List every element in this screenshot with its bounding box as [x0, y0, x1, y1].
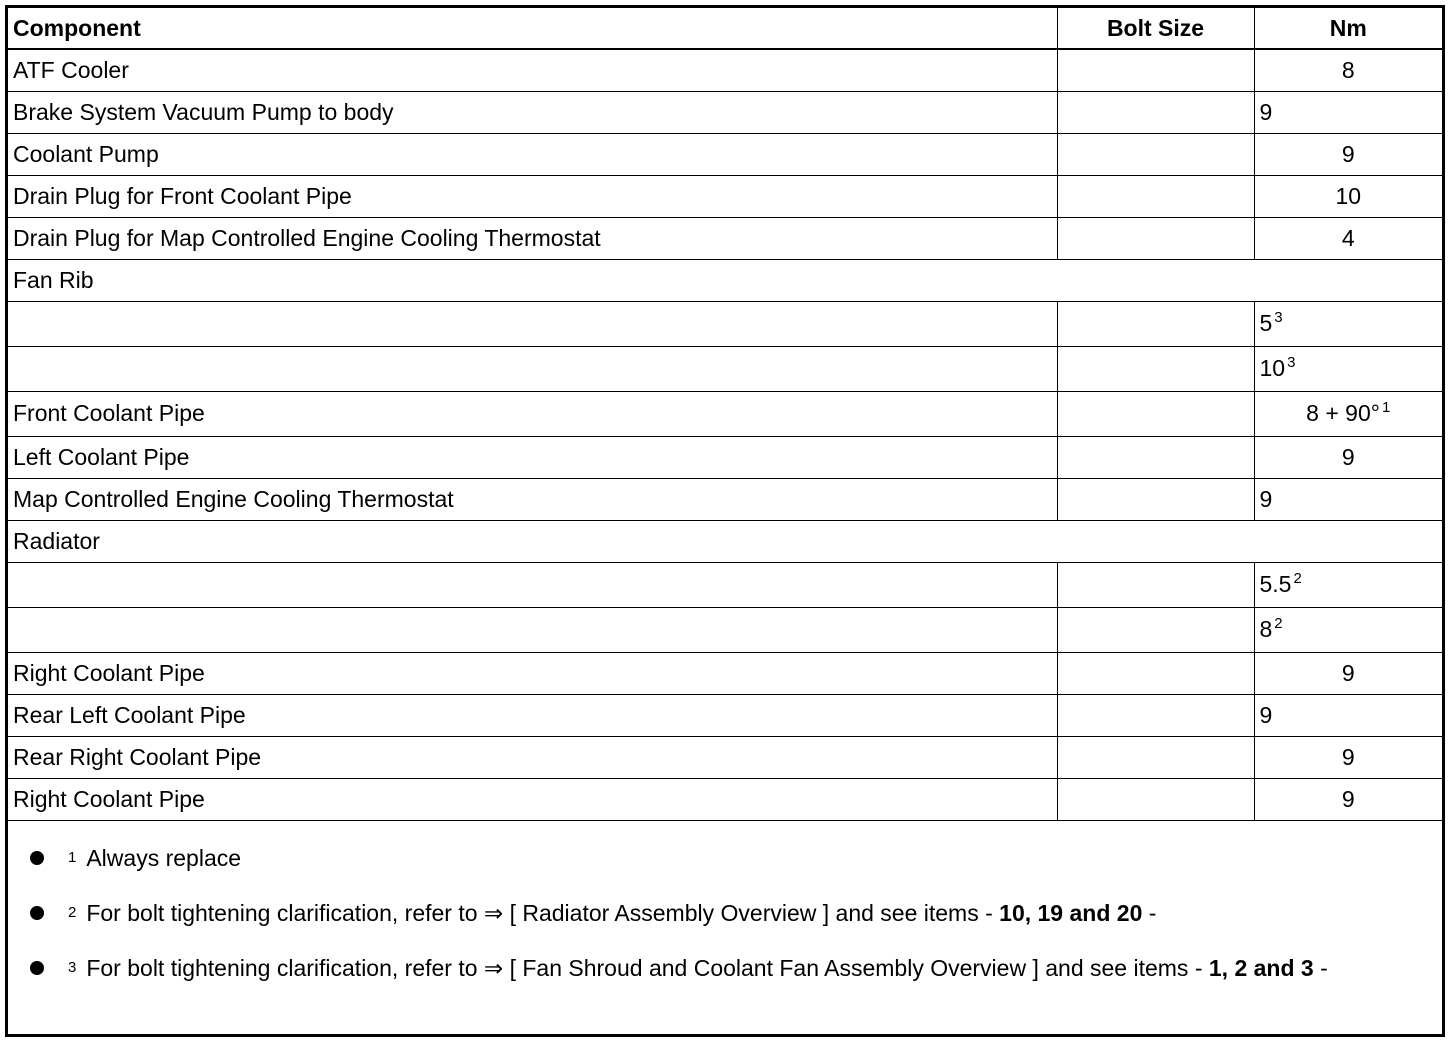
footnote-text: [86, 955, 1327, 982]
component-cell: Rear Left Coolant Pipe: [8, 694, 1057, 736]
nm-cell: [1254, 91, 1442, 133]
nm-cell: [1254, 607, 1442, 652]
component-cell: Drain Plug for Map Controlled Engine Cooling Thermostat: [8, 217, 1057, 259]
component-cell: Drain Plug for Front Coolant Pipe: [8, 175, 1057, 217]
component-cell: [8, 301, 1057, 346]
component-cell: Coolant Pump: [8, 133, 1057, 175]
bolt-size-cell: [1057, 652, 1254, 694]
nm-value: 5: [1259, 310, 1273, 336]
group-row-radiator: [8, 520, 1442, 562]
bullet-icon: [30, 851, 44, 865]
nm-value: 9: [1341, 659, 1355, 686]
footnotes: [8, 821, 1442, 996]
bullet-icon: [30, 961, 44, 975]
footnote-tail: -: [1142, 899, 1157, 926]
nm-cell: [1254, 346, 1442, 391]
bolt-size-cell: [1057, 607, 1254, 652]
nm-value: 9: [1341, 443, 1355, 470]
footnote-body: For bolt tightening clarification, refer to ⇒ [ Radiator Assembly Overview ] and see items -: [86, 899, 1000, 926]
component-cell: Left Coolant Pipe: [8, 436, 1057, 478]
nm-value: 8: [1341, 56, 1355, 83]
table-row: [8, 91, 1442, 133]
table-row: [8, 478, 1442, 520]
group-row-fan-rib: [8, 259, 1442, 301]
footnote-3: 3 For bolt tightening clarification, refer to ⇒ [ Fan Shroud and Coolant Fan Assembly Overview ] and see items - 1, 2 and 3 -: [30, 941, 1442, 996]
nm-cell: [1254, 736, 1442, 778]
nm-cell: [1254, 175, 1442, 217]
component-cell: Map Controlled Engine Cooling Thermostat: [8, 478, 1057, 520]
table-row: [8, 694, 1442, 736]
table-row: [8, 562, 1442, 607]
nm-value: 9: [1341, 785, 1355, 812]
nm-value: 8: [1259, 616, 1273, 642]
bolt-size-cell: [1057, 436, 1254, 478]
column-header-bolt-size: Bolt Size: [1057, 8, 1254, 49]
bolt-size-cell: [1057, 778, 1254, 820]
footnote-ref: 2: [1274, 615, 1283, 632]
table-row: [8, 49, 1442, 91]
component-cell: Right Coolant Pipe: [8, 778, 1057, 820]
footnote-items: 1, 2 and 3: [1208, 954, 1314, 981]
footnote-text: Always replace: [86, 844, 242, 871]
nm-cell: [1254, 436, 1442, 478]
nm-value: 9: [1341, 140, 1355, 167]
nm-cell: [1254, 652, 1442, 694]
torque-spec-document: [5, 5, 1445, 1037]
bolt-size-cell: [1057, 49, 1254, 91]
nm-value: 9: [1259, 98, 1273, 125]
nm-cell: [1254, 133, 1442, 175]
nm-value: 10: [1259, 355, 1286, 381]
footnote-text: [86, 900, 1156, 927]
footnote-1: 1 Always replace: [30, 831, 1442, 886]
bolt-size-cell: [1057, 346, 1254, 391]
bolt-size-cell: [1057, 391, 1254, 436]
nm-cell: [1254, 778, 1442, 820]
footnote-2: 2 For bolt tightening clarification, refer to ⇒ [ Radiator Assembly Overview ] and see items - 10, 19 and 20 -: [30, 886, 1442, 941]
nm-cell: [1254, 49, 1442, 91]
nm-cell: [1254, 301, 1442, 346]
footnote-body: For bolt tightening clarification, refer to ⇒ [ Fan Shroud and Coolant Fan Assembly Overview ] and see items -: [86, 954, 1209, 981]
table-row: [8, 346, 1442, 391]
column-header-component: Component: [8, 8, 1057, 49]
component-cell: ATF Cooler: [8, 49, 1057, 91]
nm-value: 9: [1259, 485, 1273, 512]
nm-value: 5.5: [1259, 571, 1292, 597]
nm-value: 9: [1259, 701, 1273, 728]
header-row: [8, 8, 1442, 49]
bolt-size-cell: [1057, 175, 1254, 217]
table-row: [8, 436, 1442, 478]
nm-cell: [1254, 478, 1442, 520]
footnote-ref: 3: [1287, 354, 1296, 371]
bolt-size-cell: [1057, 133, 1254, 175]
nm-cell: [1254, 562, 1442, 607]
table-row: [8, 301, 1442, 346]
table-row: [8, 652, 1442, 694]
nm-value: 8 + 90°: [1306, 400, 1380, 426]
bolt-size-cell: [1057, 217, 1254, 259]
component-cell: Rear Right Coolant Pipe: [8, 736, 1057, 778]
component-cell: Front Coolant Pipe: [8, 391, 1057, 436]
component-cell: Brake System Vacuum Pump to body: [8, 91, 1057, 133]
table-row: [8, 778, 1442, 820]
nm-cell: [1254, 391, 1442, 436]
table-row: [8, 736, 1442, 778]
footnote-tail: -: [1313, 954, 1328, 981]
table-row: [8, 133, 1442, 175]
footnote-ref: 2: [1293, 570, 1302, 587]
bolt-size-cell: [1057, 91, 1254, 133]
torque-table: [8, 8, 1442, 821]
table-row: [8, 391, 1442, 436]
group-label: Fan Rib: [8, 259, 1442, 301]
column-header-nm: Nm: [1254, 8, 1442, 49]
nm-value: 10: [1335, 182, 1362, 209]
component-cell: [8, 346, 1057, 391]
component-cell: [8, 607, 1057, 652]
bullet-icon: [30, 906, 44, 920]
component-cell: [8, 562, 1057, 607]
bolt-size-cell: [1057, 562, 1254, 607]
footnote-items: 10, 19 and 20: [999, 899, 1143, 926]
table-row: [8, 217, 1442, 259]
bolt-size-cell: [1057, 694, 1254, 736]
nm-cell: [1254, 217, 1442, 259]
component-cell: Right Coolant Pipe: [8, 652, 1057, 694]
table-row: [8, 175, 1442, 217]
table-row: [8, 607, 1442, 652]
nm-value: 4: [1341, 224, 1355, 251]
bolt-size-cell: [1057, 736, 1254, 778]
nm-cell: [1254, 694, 1442, 736]
bolt-size-cell: [1057, 301, 1254, 346]
footnote-ref: 1: [1381, 399, 1391, 416]
bolt-size-cell: [1057, 478, 1254, 520]
footnote-ref: 3: [1274, 309, 1283, 326]
nm-value: 9: [1341, 743, 1355, 770]
group-label: Radiator: [8, 520, 1442, 562]
